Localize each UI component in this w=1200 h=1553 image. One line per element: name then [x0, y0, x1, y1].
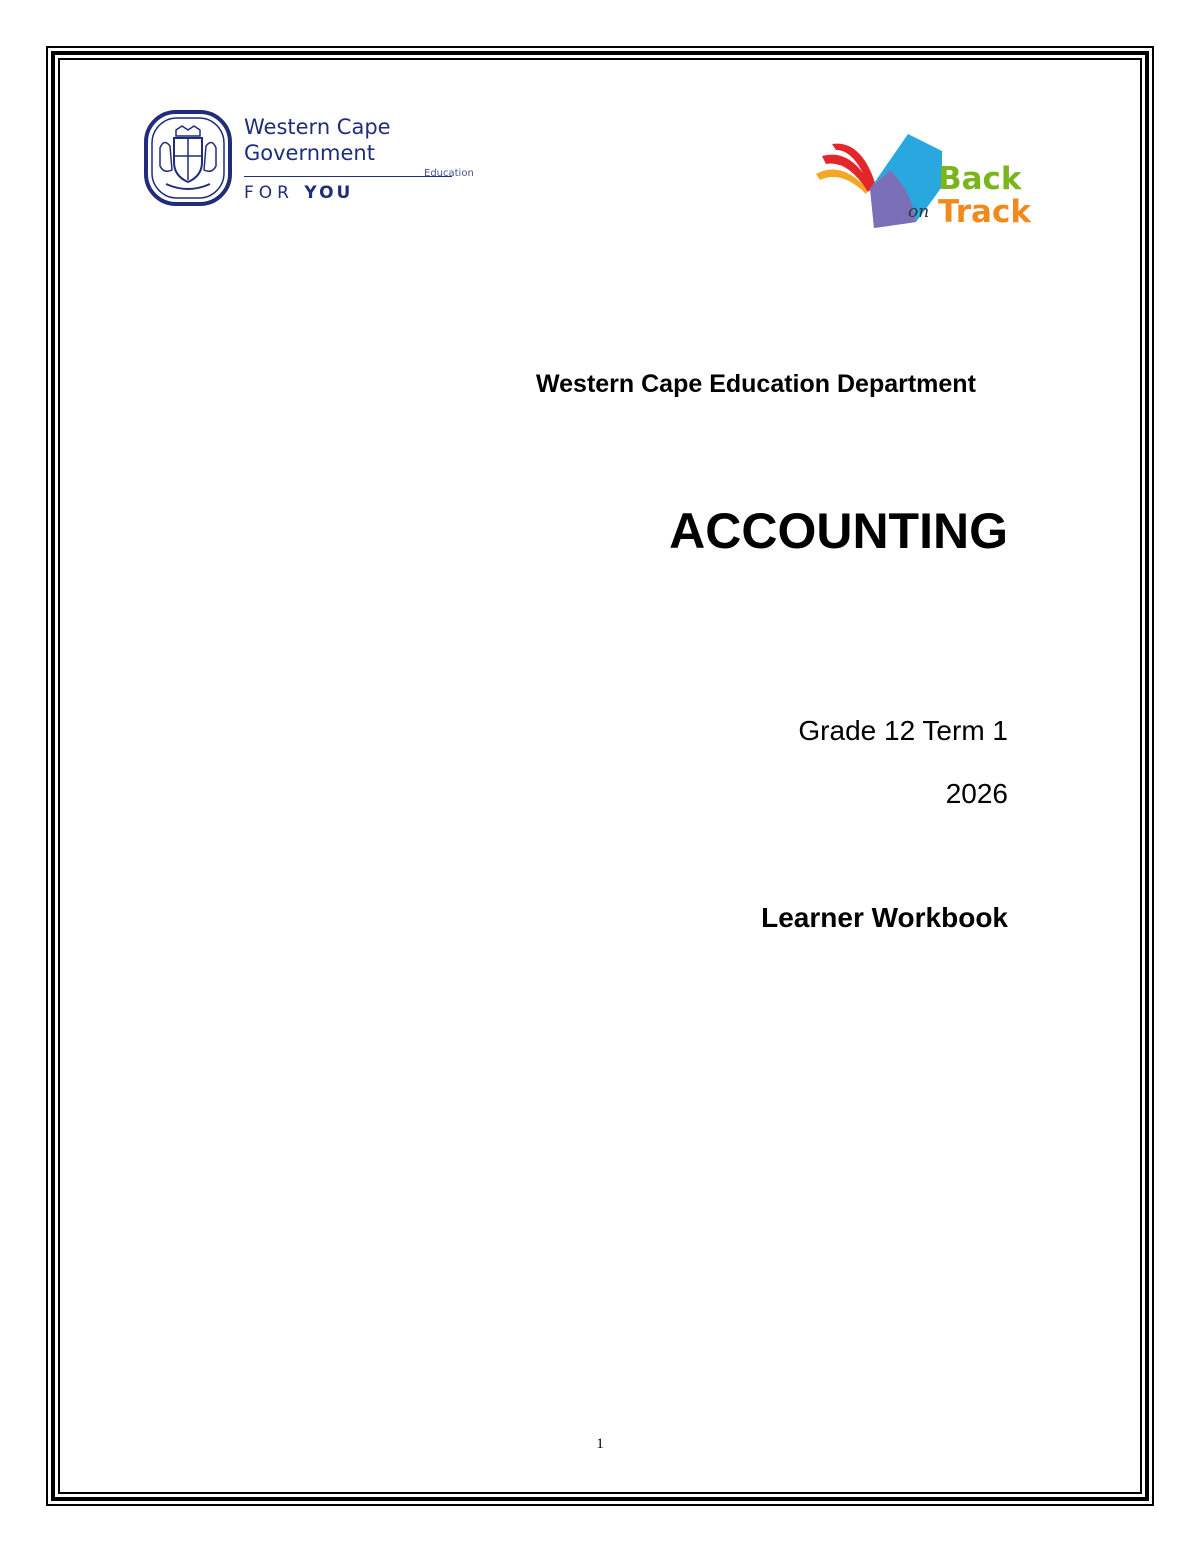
- logo-word-on: on: [908, 202, 930, 222]
- western-cape-government-name: Western Cape Government: [244, 115, 391, 165]
- page-number: 1: [596, 1436, 604, 1452]
- western-cape-government-logo: [140, 108, 485, 208]
- department-heading: Western Cape Education Department: [536, 370, 976, 398]
- back-on-track-logo: [812, 130, 1057, 232]
- page-border-inner: [58, 58, 1142, 1494]
- coat-of-arms-icon: [140, 108, 236, 208]
- logo-word-back: Back: [938, 161, 1022, 197]
- logo-divider: [244, 176, 452, 177]
- year: 2026: [945, 778, 1008, 809]
- logo-tagline: FOR YOU: [244, 183, 354, 203]
- subject-title: ACCOUNTING: [669, 503, 1008, 559]
- logo-word-track: Track: [938, 194, 1031, 230]
- document-type: Learner Workbook: [761, 902, 1008, 933]
- grade-term: Grade 12 Term 1: [798, 715, 1008, 746]
- logo-department-label: Education: [424, 168, 474, 179]
